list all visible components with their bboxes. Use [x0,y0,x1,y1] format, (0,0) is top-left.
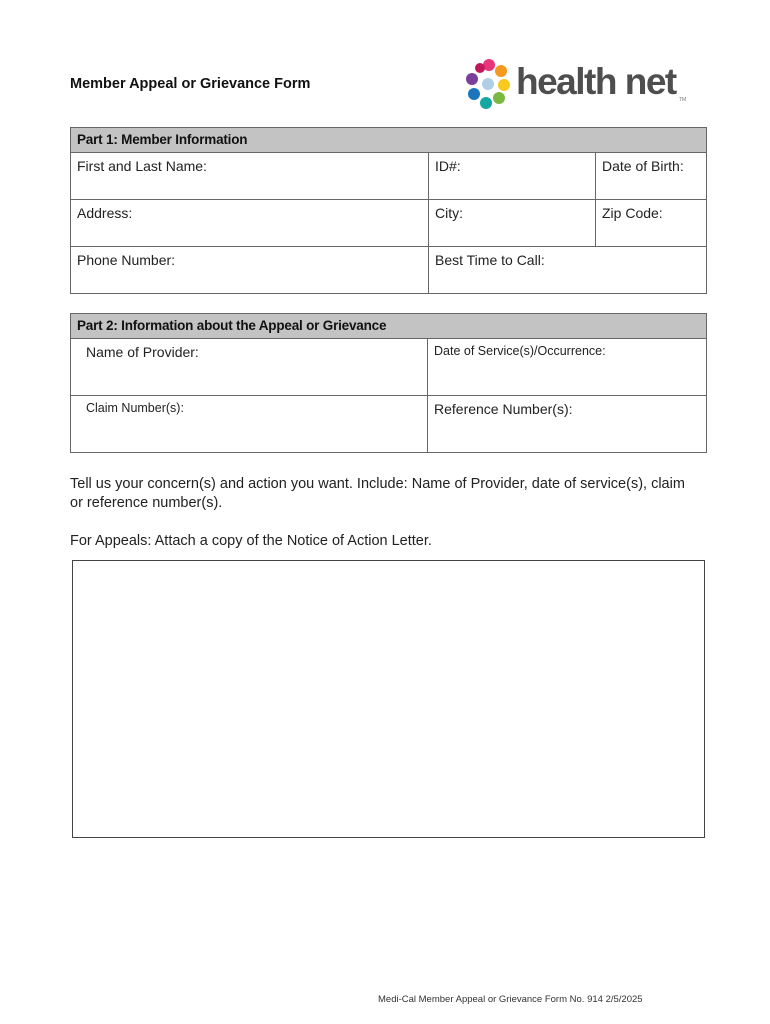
name-label: First and Last Name: [77,158,207,174]
date-of-service-label: Date of Service(s)/Occurrence: [434,344,606,358]
part1-heading: Part 1: Member Information [71,128,707,153]
part2-table [70,313,707,453]
form-title: Member Appeal or Grievance Form [70,76,311,92]
provider-label: Name of Provider: [86,344,199,360]
best-time-label: Best Time to Call: [435,252,545,268]
form-footer: Medi-Cal Member Appeal or Grievance Form No. 914 2/5/2025 [378,994,643,1005]
concern-textarea[interactable] [72,560,705,838]
best-time-field[interactable] [429,247,707,294]
city-field[interactable] [429,200,596,247]
address-label: Address: [77,205,133,221]
claim-label: Claim Number(s): [86,401,184,415]
phone-label: Phone Number: [77,252,176,268]
reference-label: Reference Number(s): [434,401,573,417]
id-field[interactable] [429,153,596,200]
provider-field[interactable] [71,339,428,396]
appeals-instructions: For Appeals: Attach a copy of the Notice of Action Letter. [70,533,432,549]
name-field[interactable] [71,153,429,200]
date-of-service-field[interactable] [428,339,707,396]
phone-field[interactable] [71,247,429,294]
health-net-globe-icon [466,58,512,110]
concern-instructions: Tell us your concern(s) and action you want. Include: Name of Provider, date of service(s), claim or reference number(s). [70,476,685,511]
dob-label: Date of Birth: [602,158,684,174]
id-label: ID#: [435,158,461,174]
reference-field[interactable] [428,396,707,453]
logo-wordmark: health net [516,61,676,102]
zip-field[interactable] [596,200,707,247]
city-label: City: [435,205,463,221]
dob-field[interactable] [596,153,707,200]
zip-label: Zip Code: [602,205,663,221]
part2-heading: Part 2: Information about the Appeal or Grievance [71,314,707,339]
address-field[interactable] [71,200,429,247]
logo-trademark: TM [679,97,687,103]
part1-table [70,127,707,294]
claim-field[interactable] [71,396,428,453]
health-net-logo [466,58,688,112]
